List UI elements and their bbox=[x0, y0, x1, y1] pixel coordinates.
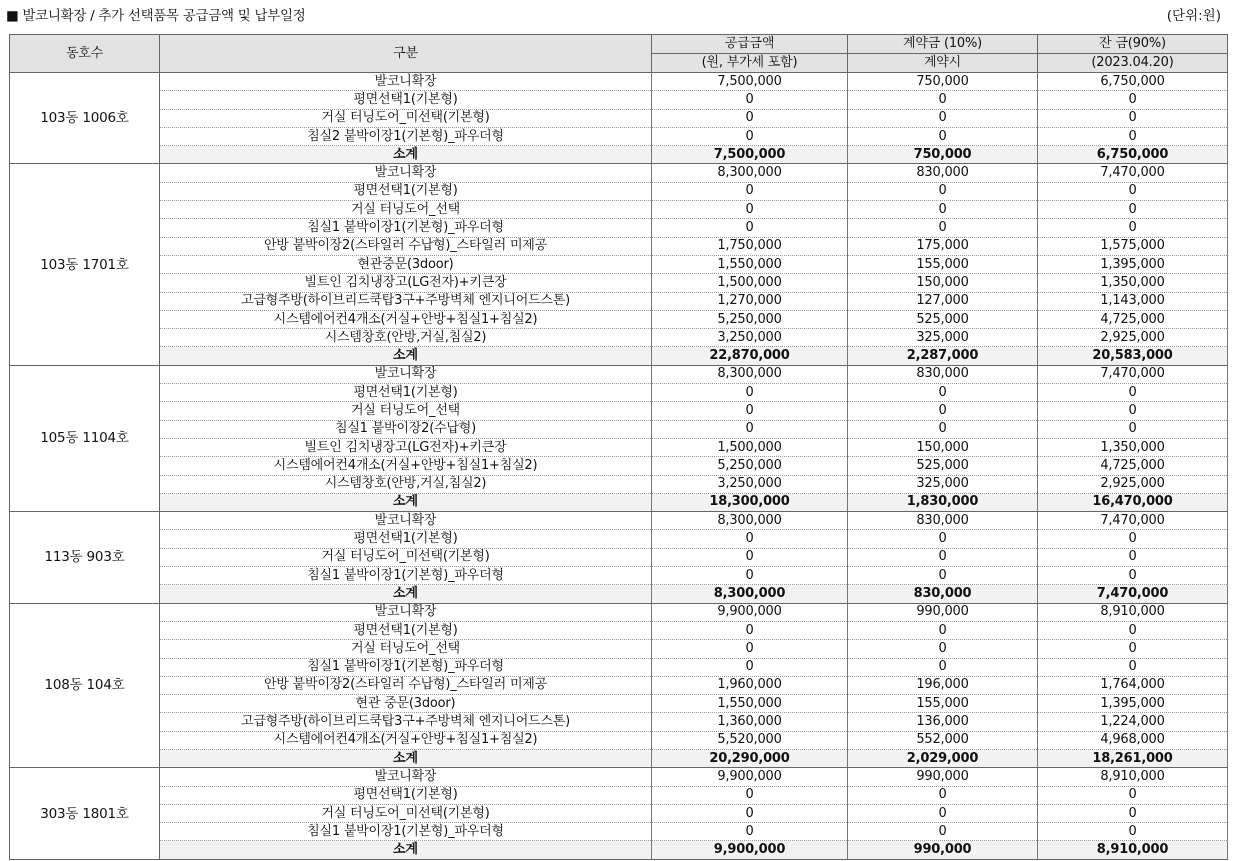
table-row bbox=[10, 567, 1228, 585]
item-cell: 빌트인 김치냉장고(LG전자)+키큰장 bbox=[160, 274, 652, 292]
balance-amount-cell: 1,350,000 bbox=[1038, 438, 1228, 456]
table-row bbox=[10, 512, 1228, 530]
deposit-amount-cell: 525,000 bbox=[848, 310, 1038, 328]
subtotal-supply: 7,500,000 bbox=[652, 146, 848, 164]
balance-amount-cell: 4,725,000 bbox=[1038, 457, 1228, 475]
item-cell: 발코니확장 bbox=[160, 73, 652, 91]
item-cell: 거실 터닝도어_선택 bbox=[160, 640, 652, 658]
balance-amount-cell: 0 bbox=[1038, 640, 1228, 658]
item-cell: 평면선택1(기본형) bbox=[160, 621, 652, 639]
subtotal-balance: 18,261,000 bbox=[1038, 749, 1228, 767]
table-row bbox=[10, 292, 1228, 310]
header-balance-sub: (2023.04.20) bbox=[1038, 54, 1228, 73]
supply-amount-cell: 1,270,000 bbox=[652, 292, 848, 310]
supply-amount-cell: 8,300,000 bbox=[652, 365, 848, 383]
table-row bbox=[10, 640, 1228, 658]
table-row bbox=[10, 438, 1228, 456]
deposit-amount-cell: 0 bbox=[848, 201, 1038, 219]
balance-amount-cell: 0 bbox=[1038, 658, 1228, 676]
item-cell: 평면선택1(기본형) bbox=[160, 91, 652, 109]
balance-amount-cell: 1,395,000 bbox=[1038, 255, 1228, 273]
balance-amount-cell: 0 bbox=[1038, 548, 1228, 566]
deposit-amount-cell: 136,000 bbox=[848, 713, 1038, 731]
balance-amount-cell: 7,470,000 bbox=[1038, 365, 1228, 383]
subtotal-balance: 8,910,000 bbox=[1038, 841, 1228, 859]
table-row bbox=[10, 255, 1228, 273]
item-cell: 거실 터닝도어_선택 bbox=[160, 402, 652, 420]
balance-amount-cell: 1,395,000 bbox=[1038, 695, 1228, 713]
item-cell: 고급형주방(하이브리드쿡탑3구+주방벽체 엔지니어드스톤) bbox=[160, 292, 652, 310]
supply-amount-cell: 1,500,000 bbox=[652, 274, 848, 292]
table-row bbox=[10, 804, 1228, 822]
subtotal-row bbox=[10, 841, 1228, 859]
deposit-amount-cell: 0 bbox=[848, 127, 1038, 145]
supply-amount-cell: 5,250,000 bbox=[652, 310, 848, 328]
table-row bbox=[10, 603, 1228, 621]
balance-amount-cell: 1,575,000 bbox=[1038, 237, 1228, 255]
balance-amount-cell: 0 bbox=[1038, 530, 1228, 548]
table-row bbox=[10, 695, 1228, 713]
supply-amount-cell: 0 bbox=[652, 219, 848, 237]
supply-amount-cell: 0 bbox=[652, 91, 848, 109]
item-cell: 침실1 붙박이장2(수납형) bbox=[160, 420, 652, 438]
table-row bbox=[10, 73, 1228, 91]
table-row bbox=[10, 676, 1228, 694]
item-cell: 고급형주방(하이브리드쿡탑3구+주방벽체 엔지니어드스톤) bbox=[160, 713, 652, 731]
balance-amount-cell: 0 bbox=[1038, 823, 1228, 841]
balance-amount-cell: 8,910,000 bbox=[1038, 768, 1228, 786]
item-cell: 시스템에어컨4개소(거실+안방+침실1+침실2) bbox=[160, 310, 652, 328]
table-row bbox=[10, 475, 1228, 493]
deposit-amount-cell: 127,000 bbox=[848, 292, 1038, 310]
unit-number-cell: 105동 1104호 bbox=[10, 365, 160, 511]
table-row bbox=[10, 274, 1228, 292]
subtotal-deposit: 830,000 bbox=[848, 585, 1038, 603]
table-row bbox=[10, 127, 1228, 145]
subtotal-row bbox=[10, 493, 1228, 511]
subtotal-supply: 8,300,000 bbox=[652, 585, 848, 603]
table-row bbox=[10, 182, 1228, 200]
table-row bbox=[10, 768, 1228, 786]
balance-amount-cell: 0 bbox=[1038, 127, 1228, 145]
subtotal-row bbox=[10, 347, 1228, 365]
item-cell: 평면선택1(기본형) bbox=[160, 182, 652, 200]
deposit-amount-cell: 325,000 bbox=[848, 329, 1038, 347]
supply-amount-cell: 0 bbox=[652, 182, 848, 200]
balance-amount-cell: 6,750,000 bbox=[1038, 73, 1228, 91]
deposit-amount-cell: 155,000 bbox=[848, 255, 1038, 273]
table-row bbox=[10, 548, 1228, 566]
deposit-amount-cell: 155,000 bbox=[848, 695, 1038, 713]
item-cell: 현관중문(3door) bbox=[160, 255, 652, 273]
unit-label: (단위:원) bbox=[1166, 8, 1221, 24]
supply-amount-cell: 3,250,000 bbox=[652, 329, 848, 347]
supply-amount-cell: 3,250,000 bbox=[652, 475, 848, 493]
subtotal-balance: 16,470,000 bbox=[1038, 493, 1228, 511]
deposit-amount-cell: 990,000 bbox=[848, 603, 1038, 621]
table-row bbox=[10, 420, 1228, 438]
balance-amount-cell: 0 bbox=[1038, 804, 1228, 822]
balance-amount-cell: 1,224,000 bbox=[1038, 713, 1228, 731]
deposit-amount-cell: 0 bbox=[848, 786, 1038, 804]
balance-amount-cell: 0 bbox=[1038, 420, 1228, 438]
table-row bbox=[10, 731, 1228, 749]
deposit-amount-cell: 325,000 bbox=[848, 475, 1038, 493]
unit-number-cell: 103동 1006호 bbox=[10, 73, 160, 164]
deposit-amount-cell: 830,000 bbox=[848, 164, 1038, 182]
balance-amount-cell: 0 bbox=[1038, 219, 1228, 237]
supply-amount-cell: 0 bbox=[652, 420, 848, 438]
subtotal-deposit: 2,029,000 bbox=[848, 749, 1038, 767]
supply-amount-cell: 7,500,000 bbox=[652, 73, 848, 91]
table-row bbox=[10, 786, 1228, 804]
item-cell: 안방 붙박이장2(스타일러 수납형)_스타일러 미제공 bbox=[160, 676, 652, 694]
item-cell: 안방 붙박이장2(스타일러 수납형)_스타일러 미제공 bbox=[160, 237, 652, 255]
unit-number-cell: 113동 903호 bbox=[10, 512, 160, 603]
supply-amount-cell: 0 bbox=[652, 127, 848, 145]
item-cell: 평면선택1(기본형) bbox=[160, 786, 652, 804]
subtotal-row bbox=[10, 146, 1228, 164]
item-cell: 발코니확장 bbox=[160, 768, 652, 786]
subtotal-label: 소계 bbox=[160, 749, 652, 767]
table-row bbox=[10, 402, 1228, 420]
deposit-amount-cell: 552,000 bbox=[848, 731, 1038, 749]
supply-amount-cell: 0 bbox=[652, 823, 848, 841]
table-row bbox=[10, 164, 1228, 182]
balance-amount-cell: 4,968,000 bbox=[1038, 731, 1228, 749]
header-supply: 공급금액 bbox=[652, 35, 848, 54]
deposit-amount-cell: 196,000 bbox=[848, 676, 1038, 694]
unit-number-cell: 303동 1801호 bbox=[10, 768, 160, 859]
balance-amount-cell: 0 bbox=[1038, 384, 1228, 402]
table-row bbox=[10, 530, 1228, 548]
deposit-amount-cell: 0 bbox=[848, 420, 1038, 438]
subtotal-supply: 18,300,000 bbox=[652, 493, 848, 511]
subtotal-deposit: 750,000 bbox=[848, 146, 1038, 164]
subtotal-balance: 20,583,000 bbox=[1038, 347, 1228, 365]
balance-amount-cell: 7,470,000 bbox=[1038, 512, 1228, 530]
supply-amount-cell: 0 bbox=[652, 804, 848, 822]
supply-amount-cell: 1,550,000 bbox=[652, 255, 848, 273]
table-row bbox=[10, 329, 1228, 347]
subtotal-balance: 7,470,000 bbox=[1038, 585, 1228, 603]
item-cell: 평면선택1(기본형) bbox=[160, 530, 652, 548]
supply-amount-cell: 0 bbox=[652, 548, 848, 566]
supply-amount-cell: 1,960,000 bbox=[652, 676, 848, 694]
supply-amount-cell: 0 bbox=[652, 109, 848, 127]
deposit-amount-cell: 830,000 bbox=[848, 512, 1038, 530]
balance-amount-cell: 0 bbox=[1038, 201, 1228, 219]
table-row bbox=[10, 713, 1228, 731]
item-cell: 시스템에어컨4개소(거실+안방+침실1+침실2) bbox=[160, 731, 652, 749]
item-cell: 시스템창호(안방,거실,침실2) bbox=[160, 329, 652, 347]
header-deposit: 계약금 (10%) bbox=[848, 35, 1038, 54]
supply-amount-cell: 1,550,000 bbox=[652, 695, 848, 713]
payment-schedule-table bbox=[9, 34, 1228, 860]
item-cell: 거실 터닝도어_선택 bbox=[160, 201, 652, 219]
supply-amount-cell: 1,360,000 bbox=[652, 713, 848, 731]
subtotal-supply: 9,900,000 bbox=[652, 841, 848, 859]
deposit-amount-cell: 0 bbox=[848, 621, 1038, 639]
deposit-amount-cell: 525,000 bbox=[848, 457, 1038, 475]
item-cell: 발코니확장 bbox=[160, 365, 652, 383]
balance-amount-cell: 0 bbox=[1038, 402, 1228, 420]
deposit-amount-cell: 0 bbox=[848, 109, 1038, 127]
supply-amount-cell: 9,900,000 bbox=[652, 603, 848, 621]
subtotal-row bbox=[10, 585, 1228, 603]
table-row bbox=[10, 91, 1228, 109]
supply-amount-cell: 0 bbox=[652, 658, 848, 676]
item-cell: 거실 터닝도어_미선택(기본형) bbox=[160, 548, 652, 566]
supply-amount-cell: 5,250,000 bbox=[652, 457, 848, 475]
table-row bbox=[10, 823, 1228, 841]
subtotal-label: 소계 bbox=[160, 585, 652, 603]
deposit-amount-cell: 0 bbox=[848, 402, 1038, 420]
header-supply-sub: (원, 부가세 포함) bbox=[652, 54, 848, 73]
supply-amount-cell: 0 bbox=[652, 530, 848, 548]
deposit-amount-cell: 0 bbox=[848, 182, 1038, 200]
balance-amount-cell: 1,764,000 bbox=[1038, 676, 1228, 694]
header-deposit-sub: 계약시 bbox=[848, 54, 1038, 73]
balance-amount-cell: 0 bbox=[1038, 91, 1228, 109]
balance-amount-cell: 2,925,000 bbox=[1038, 329, 1228, 347]
item-cell: 현관 중문(3door) bbox=[160, 695, 652, 713]
table-row bbox=[10, 621, 1228, 639]
deposit-amount-cell: 0 bbox=[848, 530, 1038, 548]
item-cell: 발코니확장 bbox=[160, 512, 652, 530]
subtotal-row bbox=[10, 749, 1228, 767]
subtotal-deposit: 990,000 bbox=[848, 841, 1038, 859]
item-cell: 침실1 붙박이장1(기본형)_파우더형 bbox=[160, 658, 652, 676]
supply-amount-cell: 1,500,000 bbox=[652, 438, 848, 456]
deposit-amount-cell: 0 bbox=[848, 91, 1038, 109]
table-row bbox=[10, 384, 1228, 402]
table-row bbox=[10, 658, 1228, 676]
supply-amount-cell: 0 bbox=[652, 786, 848, 804]
deposit-amount-cell: 0 bbox=[848, 640, 1038, 658]
supply-amount-cell: 0 bbox=[652, 621, 848, 639]
supply-amount-cell: 9,900,000 bbox=[652, 768, 848, 786]
item-cell: 침실1 붙박이장1(기본형)_파우더형 bbox=[160, 567, 652, 585]
deposit-amount-cell: 150,000 bbox=[848, 274, 1038, 292]
table-row bbox=[10, 310, 1228, 328]
item-cell: 시스템창호(안방,거실,침실2) bbox=[160, 475, 652, 493]
item-cell: 빌트인 김치냉장고(LG전자)+키큰장 bbox=[160, 438, 652, 456]
table-body bbox=[10, 73, 1228, 860]
balance-amount-cell: 4,725,000 bbox=[1038, 310, 1228, 328]
subtotal-balance: 6,750,000 bbox=[1038, 146, 1228, 164]
balance-amount-cell: 0 bbox=[1038, 621, 1228, 639]
deposit-amount-cell: 750,000 bbox=[848, 73, 1038, 91]
table-row bbox=[10, 237, 1228, 255]
subtotal-label: 소계 bbox=[160, 146, 652, 164]
balance-amount-cell: 0 bbox=[1038, 182, 1228, 200]
deposit-amount-cell: 0 bbox=[848, 219, 1038, 237]
subtotal-label: 소계 bbox=[160, 347, 652, 365]
deposit-amount-cell: 0 bbox=[848, 567, 1038, 585]
subtotal-supply: 22,870,000 bbox=[652, 347, 848, 365]
deposit-amount-cell: 0 bbox=[848, 384, 1038, 402]
deposit-amount-cell: 830,000 bbox=[848, 365, 1038, 383]
deposit-amount-cell: 990,000 bbox=[848, 768, 1038, 786]
table-row bbox=[10, 365, 1228, 383]
item-cell: 평면선택1(기본형) bbox=[160, 384, 652, 402]
balance-amount-cell: 0 bbox=[1038, 786, 1228, 804]
balance-amount-cell: 7,470,000 bbox=[1038, 164, 1228, 182]
subtotal-deposit: 1,830,000 bbox=[848, 493, 1038, 511]
item-cell: 발코니확장 bbox=[160, 164, 652, 182]
table-row bbox=[10, 219, 1228, 237]
balance-amount-cell: 0 bbox=[1038, 567, 1228, 585]
deposit-amount-cell: 0 bbox=[848, 658, 1038, 676]
supply-amount-cell: 1,750,000 bbox=[652, 237, 848, 255]
deposit-amount-cell: 0 bbox=[848, 823, 1038, 841]
item-cell: 침실1 붙박이장1(기본형)_파우더형 bbox=[160, 219, 652, 237]
deposit-amount-cell: 0 bbox=[848, 804, 1038, 822]
table-row bbox=[10, 109, 1228, 127]
balance-amount-cell: 1,143,000 bbox=[1038, 292, 1228, 310]
supply-amount-cell: 5,520,000 bbox=[652, 731, 848, 749]
item-cell: 침실2 붙박이장1(기본형)_파우더형 bbox=[160, 127, 652, 145]
subtotal-label: 소계 bbox=[160, 841, 652, 859]
supply-amount-cell: 0 bbox=[652, 201, 848, 219]
subtotal-deposit: 2,287,000 bbox=[848, 347, 1038, 365]
balance-amount-cell: 1,350,000 bbox=[1038, 274, 1228, 292]
header-dong: 동호수 bbox=[10, 35, 160, 73]
subtotal-label: 소계 bbox=[160, 493, 652, 511]
supply-amount-cell: 8,300,000 bbox=[652, 164, 848, 182]
document-title: ■ 발코니확장 / 추가 선택품목 공급금액 및 납부일정 bbox=[6, 8, 306, 24]
header-balance: 잔 금(90%) bbox=[1038, 35, 1228, 54]
supply-amount-cell: 0 bbox=[652, 567, 848, 585]
supply-amount-cell: 0 bbox=[652, 640, 848, 658]
table-row bbox=[10, 201, 1228, 219]
supply-amount-cell: 0 bbox=[652, 384, 848, 402]
supply-amount-cell: 0 bbox=[652, 402, 848, 420]
header-category: 구분 bbox=[160, 35, 652, 73]
deposit-amount-cell: 0 bbox=[848, 548, 1038, 566]
item-cell: 침실1 붙박이장1(기본형)_파우더형 bbox=[160, 823, 652, 841]
supply-amount-cell: 8,300,000 bbox=[652, 512, 848, 530]
balance-amount-cell: 8,910,000 bbox=[1038, 603, 1228, 621]
subtotal-supply: 20,290,000 bbox=[652, 749, 848, 767]
unit-number-cell: 108동 104호 bbox=[10, 603, 160, 768]
unit-number-cell: 103동 1701호 bbox=[10, 164, 160, 365]
deposit-amount-cell: 175,000 bbox=[848, 237, 1038, 255]
table-row bbox=[10, 457, 1228, 475]
balance-amount-cell: 2,925,000 bbox=[1038, 475, 1228, 493]
item-cell: 시스템에어컨4개소(거실+안방+침실1+침실2) bbox=[160, 457, 652, 475]
deposit-amount-cell: 150,000 bbox=[848, 438, 1038, 456]
item-cell: 발코니확장 bbox=[160, 603, 652, 621]
item-cell: 거실 터닝도어_미선택(기본형) bbox=[160, 804, 652, 822]
balance-amount-cell: 0 bbox=[1038, 109, 1228, 127]
item-cell: 거실 터닝도어_미선택(기본형) bbox=[160, 109, 652, 127]
